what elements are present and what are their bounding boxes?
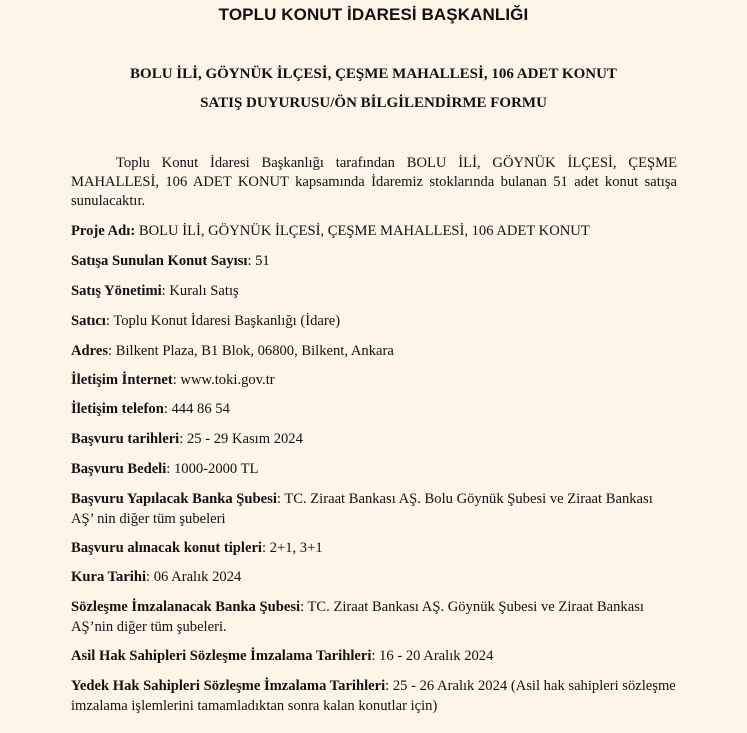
field-label: Başvuru tarihleri bbox=[71, 431, 180, 447]
field-primary-contract-dates bbox=[71, 647, 677, 667]
field-label: Kura Tarihi bbox=[71, 569, 147, 585]
field-label: Sözleşme İmzalanacak Banka Şubesi bbox=[71, 599, 301, 615]
field-label: İletişim telefon bbox=[71, 401, 164, 417]
field-value: : Bilkent Plaza, B1 Blok, 06800, Bilkent, Ankara bbox=[108, 343, 394, 359]
field-value: : TC. Ziraat Bankası AŞ. Göynük Şubesi ve Ziraat Bankası AŞ’nin diğer tüm şubeleri. bbox=[71, 599, 644, 635]
field-application-fee bbox=[71, 460, 677, 480]
field-value: BOLU İLİ, GÖYNÜK İLÇESİ, ÇEŞME MAHALLESİ, 106 ADET KONUT bbox=[135, 223, 590, 239]
field-value: : www.toki.gov.tr bbox=[172, 372, 275, 388]
field-value: : 25 - 29 Kasım 2024 bbox=[179, 431, 303, 447]
field-label: Adres bbox=[71, 343, 109, 359]
field-lottery-date bbox=[71, 568, 677, 588]
field-label: Satış Yönetimi bbox=[71, 283, 162, 299]
field-label: Satışa Sunulan Konut Sayısı bbox=[71, 253, 248, 269]
field-label: Başvuru Yapılacak Banka Şubesi bbox=[71, 491, 277, 507]
field-value: : Toplu Konut İdaresi Başkanlığı (İdare) bbox=[105, 313, 341, 329]
field-value: : TC. Ziraat Bankası AŞ. Bolu Göynük Şubesi ve Ziraat Bankası AŞ’ nin diğer tüm şubeleri bbox=[71, 491, 653, 527]
page-title: TOPLU KONUT İDARESİ BAŞKANLIĞI bbox=[218, 5, 529, 24]
field-housing-types bbox=[71, 539, 677, 559]
field-value: : 16 - 20 Aralık 2024 bbox=[371, 648, 494, 664]
form-subtitle: SATIŞ DUYURUSU/ÖN BİLGİLENDİRME FORMU bbox=[200, 95, 547, 111]
field-value: : 51 bbox=[247, 253, 270, 269]
field-label: Başvuru Bedeli bbox=[71, 461, 167, 477]
field-value: : 2+1, 3+1 bbox=[261, 540, 323, 556]
field-phone bbox=[71, 400, 677, 420]
field-application-dates bbox=[71, 430, 677, 450]
field-label: Yedek Hak Sahipleri Sözleşme İmzalama Tarihleri bbox=[71, 678, 386, 694]
field-label: Asil Hak Sahipleri Sözleşme İmzalama Tarihleri bbox=[71, 648, 372, 664]
field-value: : 06 Aralık 2024 bbox=[146, 569, 242, 585]
field-label: Başvuru alınacak konut tipleri bbox=[71, 540, 262, 556]
field-value: : Kuralı Satış bbox=[161, 283, 239, 299]
field-website bbox=[71, 371, 677, 391]
field-housing-count bbox=[71, 252, 677, 272]
field-value: : 25 - 26 Aralık 2024 (Asil hak sahipleri sözleşme imzalama işlemlerini tamamladıktan sonra kalan konutlar için) bbox=[71, 678, 676, 714]
field-address bbox=[71, 342, 677, 362]
field-value: : 444 86 54 bbox=[163, 401, 230, 417]
field-application-bank bbox=[71, 490, 677, 529]
field-label: Proje Adı: bbox=[71, 223, 136, 239]
field-label: İletişim İnternet bbox=[71, 372, 173, 388]
field-value: : 1000-2000 TL bbox=[166, 461, 259, 477]
project-subtitle: BOLU İLİ, GÖYNÜK İLÇESİ, ÇEŞME MAHALLESİ, 106 ADET KONUT bbox=[130, 66, 617, 82]
field-label: Satıcı bbox=[71, 313, 106, 329]
field-contract-bank bbox=[71, 598, 677, 637]
field-project-name bbox=[71, 222, 677, 242]
intro-paragraph: Toplu Konut İdaresi Başkanlığı tarafından BOLU İLİ, GÖYNÜK İLÇESİ, ÇEŞME MAHALLESİ, 106 ADET KONUT kapsamında İdaremiz stoklarında bulanan 51 adet konut satışa sunulacaktır. bbox=[71, 155, 677, 209]
field-reserve-contract-dates bbox=[71, 677, 677, 716]
field-sale-method bbox=[71, 282, 677, 302]
field-seller bbox=[71, 312, 677, 332]
